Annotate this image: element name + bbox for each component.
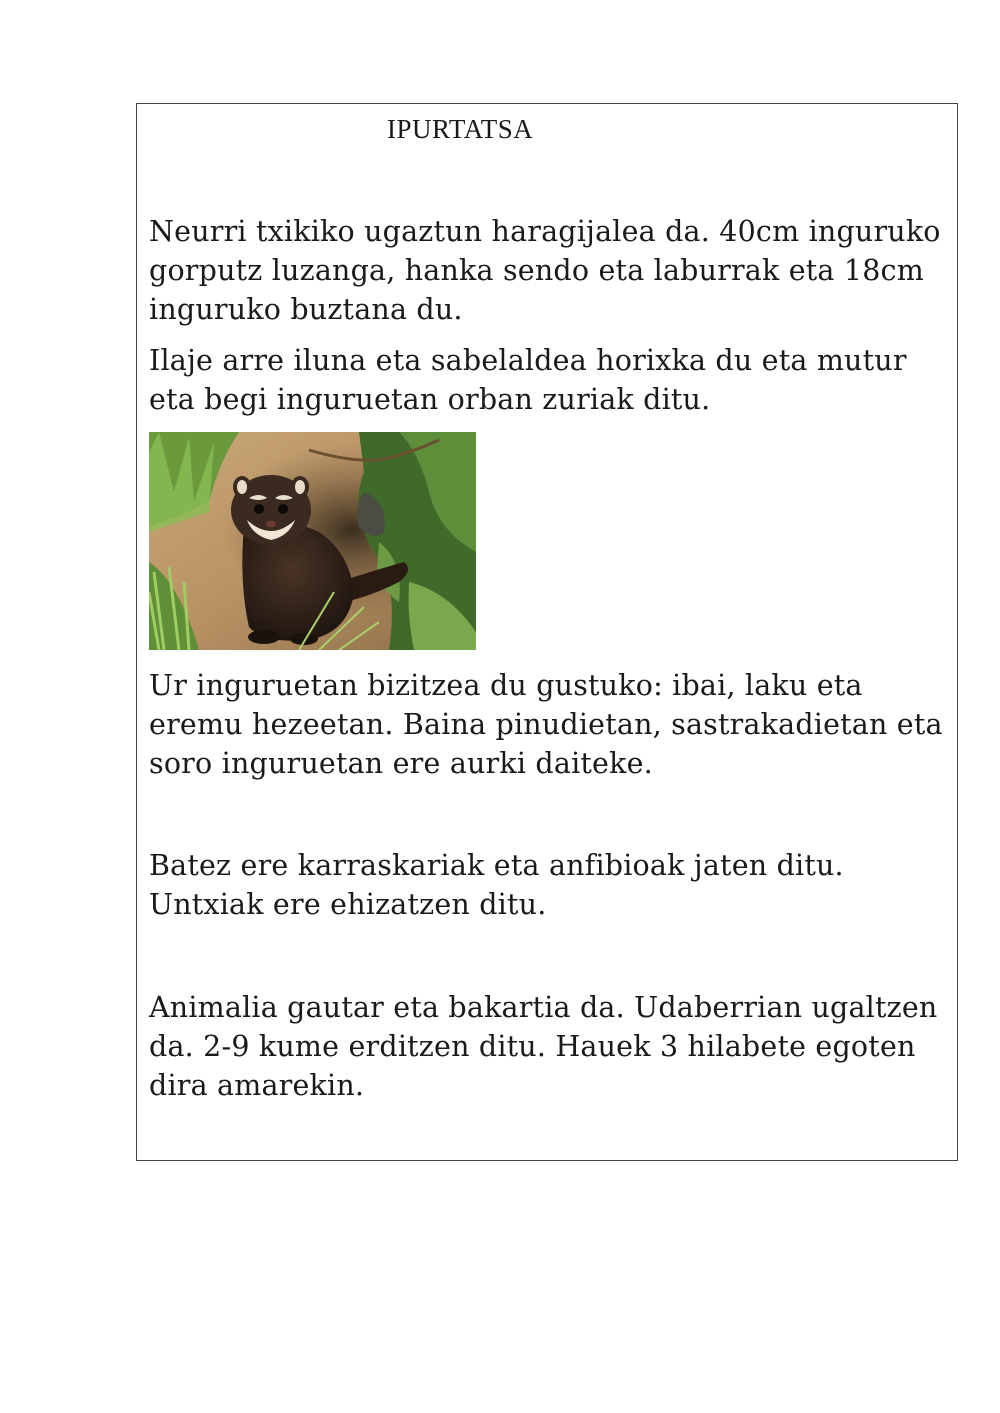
document-frame — [136, 103, 958, 1161]
polecat-photo — [149, 432, 476, 650]
paragraph-diet-description: Batez ere karraskariak eta anfibioak jaten ditu. Untxiak ere ehizatzen ditu. — [149, 849, 844, 921]
paragraph-size-description: Neurri txikiko ugaztun haragijalea da. 40cm inguruko gorputz luzanga, hanka sendo eta laburrak eta 18cm inguruko buztana du. — [149, 215, 941, 326]
paragraph-behavior-description: Animalia gautar eta bakartia da. Udaberrian ugaltzen da. 2-9 kume erditzen ditu. Hauek 3 hilabete egoten dira amarekin. — [149, 991, 938, 1102]
page-title: IPURTATSA — [387, 114, 534, 144]
paragraph-fur-description: Ilaje arre iluna eta sabelaldea horixka du eta mutur eta begi inguruetan orban zuriak ditu. — [149, 344, 907, 416]
paragraph-habitat-description: Ur inguruetan bizitzea du gustuko: ibai, laku eta eremu hezeetan. Baina pinudietan, sastrakadietan eta soro inguruetan ere aurki daiteke. — [149, 669, 943, 780]
